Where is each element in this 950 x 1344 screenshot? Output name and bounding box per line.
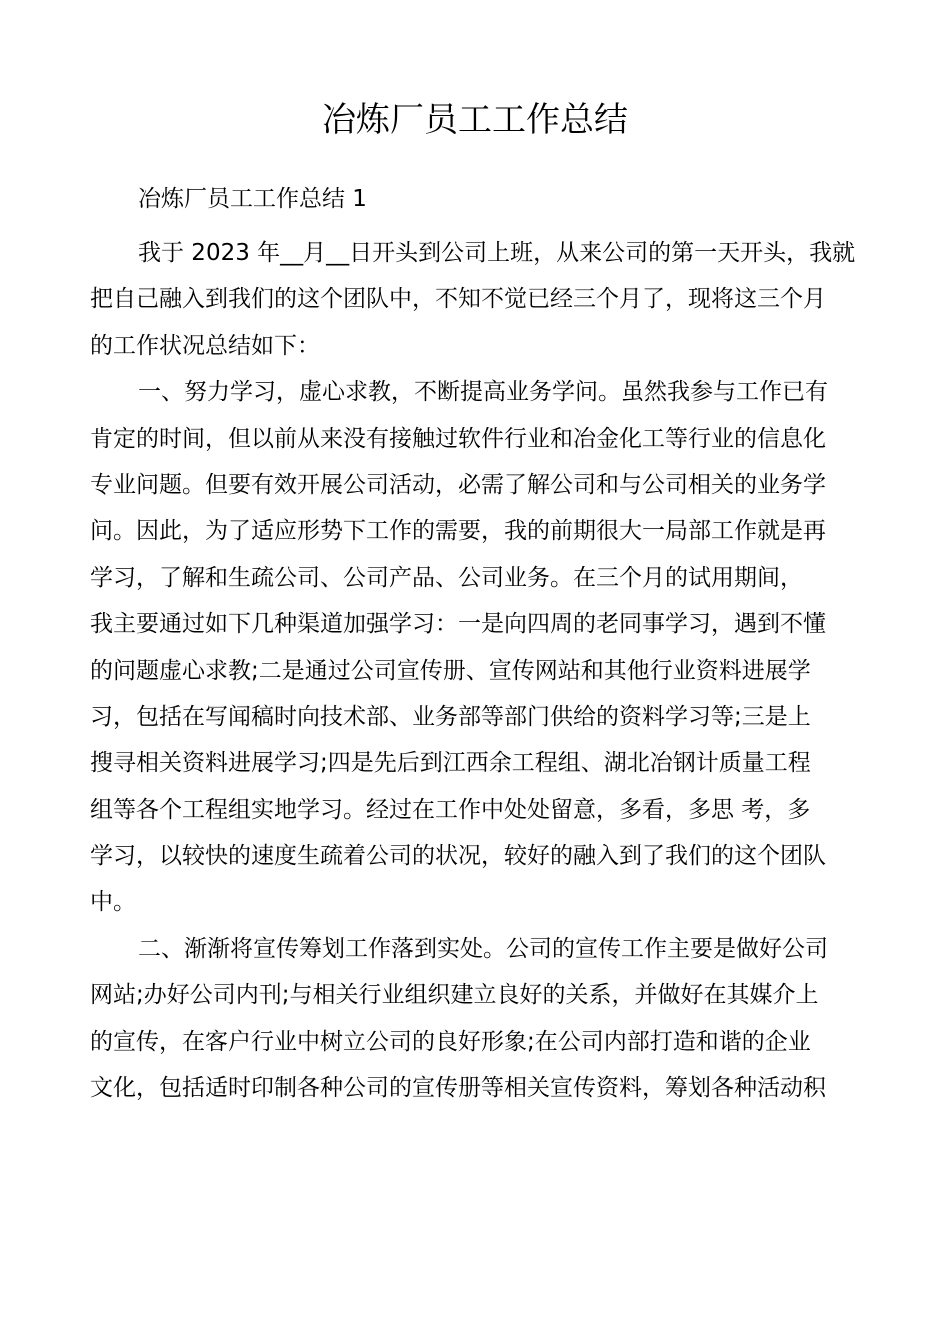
document-title: 冶炼厂员工工作总结: [322, 100, 628, 140]
text-line: 的问题虚心求教;二是通过公司宣传册、宣传网站和其他行业资料进展学: [90, 657, 811, 684]
text-line: 我主要通过如下几种渠道加强学习：一是向四周的老同事学习，遇到不懂: [90, 611, 826, 638]
paragraph-study: [90, 369, 858, 926]
text-line: 肯定的时间，但以前从来没有接触过软件行业和冶金化工等行业的信息化: [90, 425, 826, 452]
paragraph-intro: [90, 230, 858, 369]
text-line: 问。因此，为了适应形势下工作的需要，我的前期很大一局部工作就是再: [90, 518, 826, 545]
text-line: 学习，以较快的速度生疏着公司的状况，较好的融入到了我们的这个团队: [90, 843, 826, 870]
text-line: 文化，包括适时印制各种公司的宣传册等相关宣传资料，筹划各种活动积: [90, 1075, 826, 1102]
text-line: 专业问题。但要有效开展公司活动，必需了解公司和与公司相关的业务学: [90, 471, 826, 498]
paragraph-publicity: [90, 926, 858, 1112]
section-heading: 冶炼厂员工工作总结 1: [138, 186, 367, 212]
text-line: 我于 2023 年__月__日开头到公司上班，从来公司的第一天开头，我就: [138, 240, 856, 266]
text-line: 组等各个工程组实地学习。经过在工作中处处留意，多看，多思 考，多: [90, 796, 811, 823]
text-line: 搜寻相关资料进展学习;四是先后到江西余工程组、湖北冶钢计质量工程: [90, 750, 811, 777]
document-body: [90, 230, 858, 1111]
text-line: 的工作状况总结如下：: [90, 332, 320, 359]
text-line: 习，包括在写闻稿时向技术部、业务部等部门供给的资料学习等;三是上: [90, 703, 811, 730]
text-line: 中。: [90, 889, 136, 916]
text-line: 一、努力学习，虚心求教，不断提高业务学问。虽然我参与工作已有: [138, 379, 828, 406]
text-line: 的宣传，在客户行业中树立公司的良好形象;在公司内部打造和谐的企业: [90, 1028, 811, 1055]
text-line: 学习，了解和生疏公司、公司产品、公司业务。在三个月的试用期间，: [90, 564, 803, 591]
text-line: 网站;办好公司内刊;与相关行业组织建立良好的关系，并做好在其媒介上: [90, 982, 819, 1009]
text-line: 把自己融入到我们的这个团队中，不知不觉已经三个月了，现将这三个月: [90, 286, 826, 313]
text-line: 二、渐渐将宣传筹划工作落到实处。公司的宣传工作主要是做好公司: [138, 935, 828, 962]
